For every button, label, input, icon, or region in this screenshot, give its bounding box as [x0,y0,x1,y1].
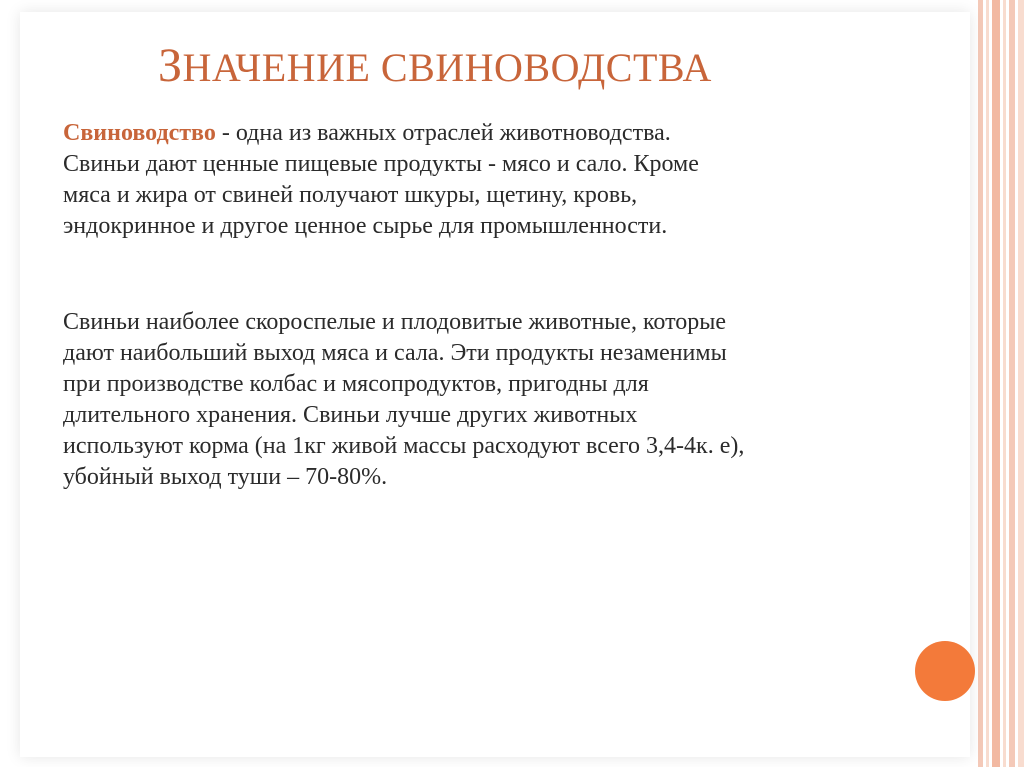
paragraph-1-line-2: Свиньи дают ценные пищевые продукты - мясо и сало. Кроме [63,151,699,177]
paragraph-1 [63,118,699,242]
paragraph-2 [63,307,744,493]
paragraph-1-line-1-text: - одна из важных отраслей животноводства. [215,120,671,146]
paragraph-1-line-1 [63,118,699,149]
decor-stripe [978,0,983,767]
highlight-term: Свиноводство [63,120,216,146]
slide-title [158,38,712,93]
paragraph-2-line-3: при производстве колбас и мясопродуктов, пригодны для [63,371,649,397]
paragraph-1-line-3: мяса и жира от свиней получают шкуры, щетину, кровь, [63,182,638,208]
decor-circle [915,641,975,701]
paragraph-2-line-1: Свиньи наиболее скороспелые и плодовитые животные, которые [63,309,727,335]
decor-stripe [986,0,989,767]
paragraph-2-line-4: длительного хранения. Свиньи лучше других животных [63,402,638,428]
decor-stripe [1009,0,1015,767]
paragraph-2-line-5: используют корма (на 1кг живой массы расходуют всего 3,4-4к. е), [63,433,745,459]
paragraph-1-line-4: эндокринное и другое ценное сырье для промышленности. [63,213,668,239]
title-rest: НАЧЕНИЕ СВИНОВОДСТВА [182,45,712,90]
decor-stripe [1018,0,1024,767]
title-initial: З [158,39,183,92]
paragraph-2-line-2: дают наибольший выход мяса и сала. Эти продукты незаменимы [63,340,727,366]
decor-stripe [992,0,1000,767]
paragraph-2-line-6: убойный выход туши – 70-80%. [63,464,388,490]
decor-stripe [1003,0,1006,767]
